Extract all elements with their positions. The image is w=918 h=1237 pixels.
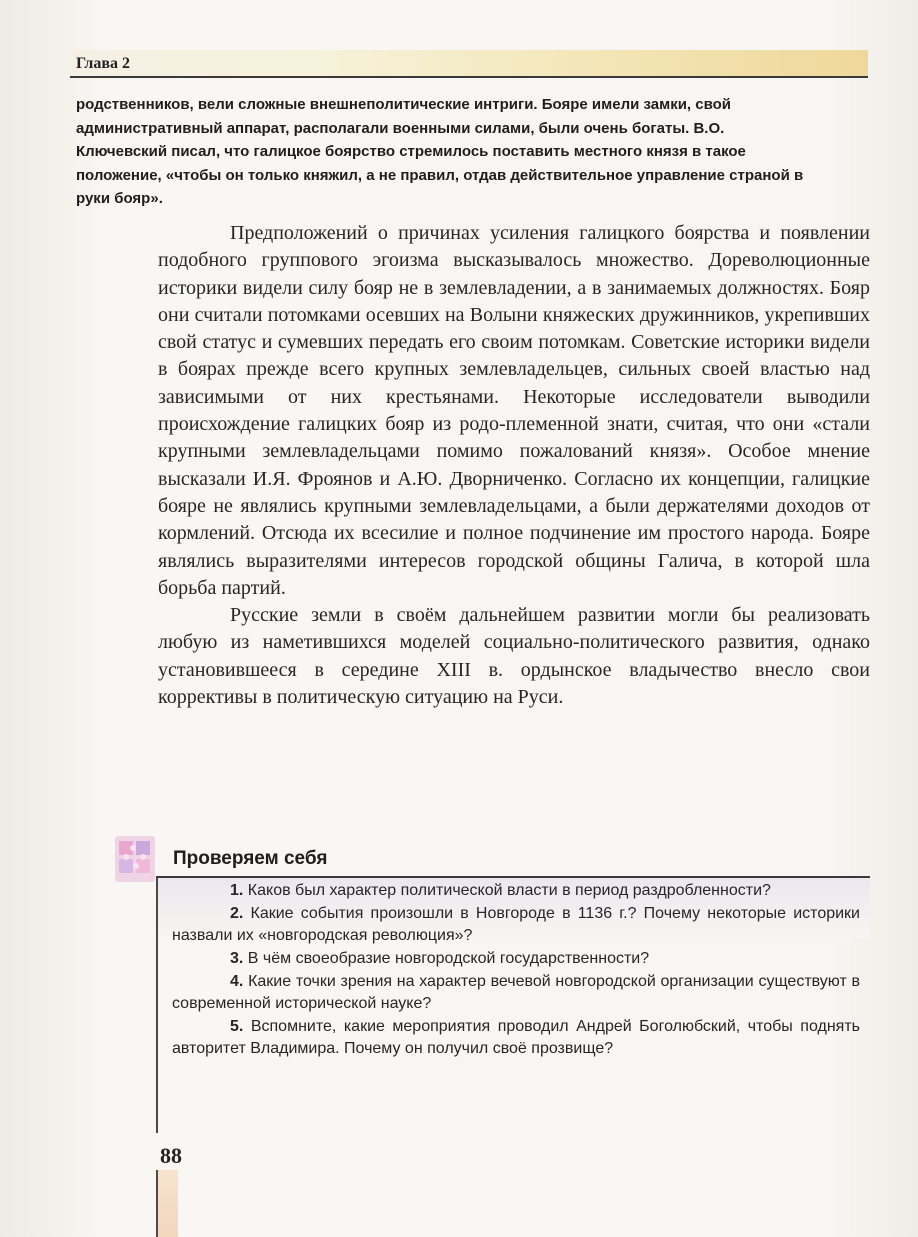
paragraph-1: Предположений о причинах усиления галицкого боярства и появлении подобного группового эгоизма высказывалось множество. Дореволюционные историки видели силу бояр не в землевладении, а в занимаемых должностях. Бояр они считали потомками осевших на Волыни княжеских дружинников, укрепивших свой статус и сумевших передать его своим потомкам. Советские историки видели в боярах прежде всего крупных землевладельцев, сильных своей властью над зависимыми от них крестьянами. Некоторые исследователи выводили происхождение галицких бояр из родо-племенной знати, считая, что они «стали крупными землевладельцами помимо пожалований князя». Особое мнение высказали И.Я. Фроянов и А.Ю. Дворниченко. Согласно их концепции, галицкие бояре не являлись крупными землевладельцами, а были держателями доходов от кормлений. Отсюда их всесилие и полное подчинение им простого народа. Бояре являлись выразителями интересов городской общины Галича, в которой шла борьба партий. xyxy=(158,222,870,599)
page-number: 88 xyxy=(160,1143,182,1168)
question-item: 1. Каков был характер политической власти в период раздробленности? xyxy=(230,882,771,899)
questions-box-rule xyxy=(156,878,158,1133)
main-text xyxy=(158,220,870,711)
question-item: 3. В чём своеобразие новгородской государственности? xyxy=(230,950,650,967)
bottom-margin-strip xyxy=(156,1170,178,1237)
intro-bold-paragraph: родственников, вели сложные внешнеполитические интриги. Бояре имели замки, свой административный аппарат, располагали военными силами, были очень богаты. В.О. Ключевский писал, что галицкое боярство стремилось поставить местного князя в такое положение, «чтобы он только княжил, а не правил, отдав действительное управление страной в руки бояр». xyxy=(76,96,804,207)
question-item: 5. Вспомните, какие мероприятия проводил Андрей Боголюбский, чтобы поднять авторитет Владимира. Почему он получил своё прозвище? xyxy=(172,1018,860,1057)
check-section-title: Проверяем себя xyxy=(173,848,328,869)
bottom-margin-rule xyxy=(156,1170,158,1237)
paragraph-2: Русские земли в своём дальнейшем развитии могли бы реализовать любую из наметившихся моделей социально-политического развития, однако установившееся в середине XIII в. ордынское владычество внесло свои коррективы в политическую ситуацию на Руси. xyxy=(158,604,870,709)
question-list xyxy=(172,880,860,1061)
question-item: 2. Какие события произошли в Новгороде в 1136 г.? Почему некоторые историки назвали их «новгородская революция»? xyxy=(172,905,860,944)
chapter-header xyxy=(70,50,868,78)
chapter-label: Глава 2 xyxy=(76,55,130,72)
header-rule xyxy=(70,76,868,78)
header-gradient xyxy=(70,50,868,76)
question-item: 4. Какие точки зрения на характер вечевой новгородской организации существуют в современной исторической науке? xyxy=(172,973,860,1012)
puzzle-icon xyxy=(115,836,155,882)
